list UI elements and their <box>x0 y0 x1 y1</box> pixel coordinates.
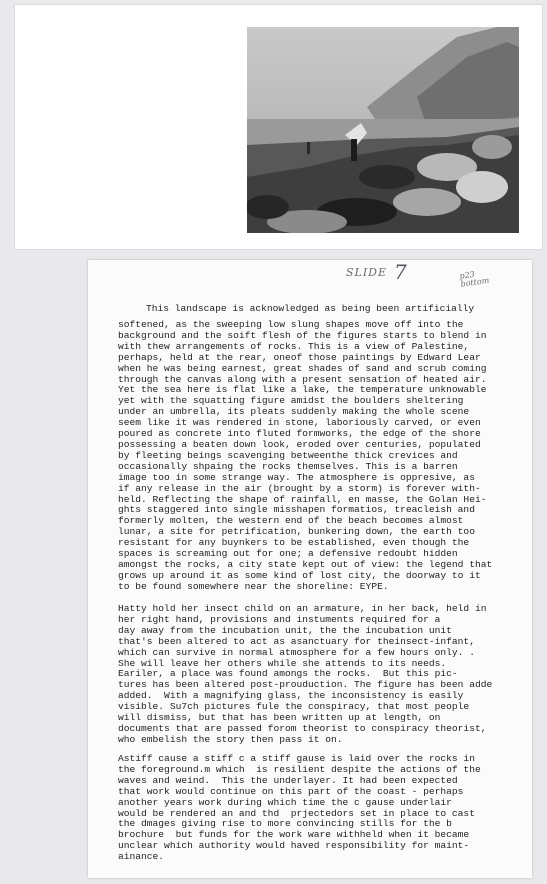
slide-number: 7 <box>394 260 407 284</box>
slide-label: SLIDE <box>346 266 388 279</box>
paragraph-hatty: Hatty hold her insect child on an armature, in her back, held in her right hand, provisions and instuments required for a day away from the incubation unit, the the incubation unit that's been altered to act as asanctuary for theinsect-infant, which can survive in normal atmosphere for a few hours only. . She will leave her others while she attends to its needs. Eariler, a place was found amongs the rocks. But this pic- tures has been altered post-prouduction. The figure has been adde added. With a magnifying glass, the inconsistency is easily visible. Su7ch pictures fule the conspiracy, that most people will dismiss, but that has been written up at length, on documents that are passed forom theorist to conspiracy theorist, who embelish the story then pass it on. <box>118 603 493 745</box>
opening-line: This landscape is acknowledged as being been artificially <box>146 303 475 314</box>
paragraph-gause: Astiff cause a stiff c a stiff gause is laid over the rocks in the foreground.m which is resilient despite the actions of the waves and weind. This the underlayer. It had been expected that work would continue on this part of the coast - perhaps another years work during which time the c gause underlair would be rendered an and thd prjectedors set in place to cast the dmages giving rise to more convincing stills for the b brochure but funds for the work ware withheld when it became unclear which authority would haved responsibility for maint- ainance. <box>118 753 481 863</box>
landscape-photo <box>247 27 519 233</box>
photo-card <box>14 4 543 250</box>
page-reference-note: p23 bottom <box>458 269 490 289</box>
paragraph-landscape: softened, as the sweeping low slung shapes move off into the background and the soift flesh of the figures starts to blend in with thew arrangements of rocks. This is a view of Palestine, perhaps, held at the rear, oneof those paintings by Edward Lear when he was being earnest, great shades of sand and scrub coming through the canvas along with a present sensation of heated air. Yet the sea here is flat like a lake, the temperature unknowable yet with the squatting figure amidst the boulders sheltering under an umbrella, its pleats suddenly making the whole scene seem like it was rendered in stone, laboriously carved, or even poured as concrete into fluted formworks, the edge of the shore possessing a beaten down look, eroded over centuries, populated by fleeting beings scavenging betweenthe thick crevices and occasionally shpaing the rocks themselves. This is a barren image too in some strange way. The atmosphere is oppresive, as if any release in the air (brought by a storm) is forever with- held. Reflecting the shape of rainfall, en masse, the Golan Hei- ghts staggered into single misshapen formatios, treacleish and formerly molten, the western end of the beach becomes almost lunar, a site for petrification, bunkering down, the earth too resistant for any buynkers to be established, even though the spaces is screaming out for one; a defensive redoubt hidden amongst the rocks, a city state kept out of view: the legend that grows up around it as some kind of lost city, the doorway to it to be found somewhere near the shoreline: EYPE. <box>118 319 493 592</box>
landscape-photo-drawing <box>247 27 519 233</box>
typed-page <box>88 260 532 878</box>
